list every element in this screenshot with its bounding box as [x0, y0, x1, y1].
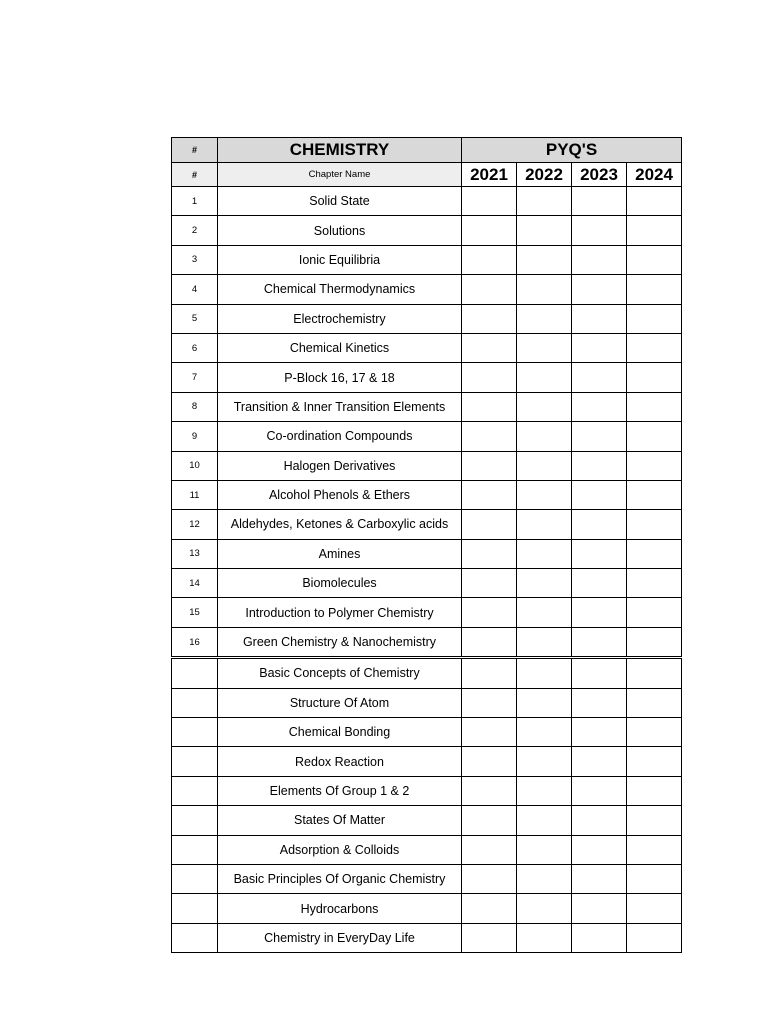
- table-row: [172, 275, 682, 304]
- row-number: [172, 835, 218, 864]
- pyq-cell-2024[interactable]: [627, 658, 682, 688]
- chapter-name: States Of Matter: [218, 806, 462, 835]
- header-row-sub: [172, 163, 682, 187]
- pyq-cell-2024[interactable]: [627, 187, 682, 216]
- table-row: [172, 422, 682, 451]
- pyq-cell-2022[interactable]: [517, 304, 572, 333]
- pyq-cell-2021[interactable]: [462, 480, 517, 509]
- chapter-name: Chemical Thermodynamics: [218, 275, 462, 304]
- pyq-tracker-sheet: [171, 137, 682, 953]
- chapter-name: Basic Principles Of Organic Chemistry: [218, 864, 462, 893]
- row-number: 1: [172, 187, 218, 216]
- header-row-top: [172, 138, 682, 163]
- pyq-cell-2022[interactable]: [517, 216, 572, 245]
- row-number: 14: [172, 569, 218, 598]
- chapter-name-header: Chapter Name: [218, 163, 462, 187]
- pyq-cell-2022[interactable]: [517, 392, 572, 421]
- pyq-cell-2021[interactable]: [462, 245, 517, 274]
- pyq-cell-2023[interactable]: [572, 776, 627, 805]
- chapter-name: Green Chemistry & Nanochemistry: [218, 627, 462, 657]
- pyq-cell-2022[interactable]: [517, 776, 572, 805]
- pyq-cell-2024[interactable]: [627, 363, 682, 392]
- row-number: 5: [172, 304, 218, 333]
- pyq-cell-2022[interactable]: [517, 275, 572, 304]
- row-number: 3: [172, 245, 218, 274]
- chapter-name: Introduction to Polymer Chemistry: [218, 598, 462, 627]
- pyq-cell-2022[interactable]: [517, 747, 572, 776]
- pyq-cell-2024[interactable]: [627, 245, 682, 274]
- pyq-cell-2024[interactable]: [627, 539, 682, 568]
- row-number: 15: [172, 598, 218, 627]
- chapter-name: Basic Concepts of Chemistry: [218, 658, 462, 688]
- row-number: [172, 718, 218, 747]
- pyq-cell-2021[interactable]: [462, 776, 517, 805]
- pyq-cell-2021[interactable]: [462, 835, 517, 864]
- pyq-cell-2023[interactable]: [572, 806, 627, 835]
- chapter-name: P-Block 16, 17 & 18: [218, 363, 462, 392]
- row-number: 9: [172, 422, 218, 451]
- pyq-cell-2024[interactable]: [627, 718, 682, 747]
- pyq-cell-2024[interactable]: [627, 688, 682, 717]
- pyq-header: PYQ'S: [462, 138, 682, 163]
- pyq-cell-2023[interactable]: [572, 627, 627, 657]
- row-number: [172, 864, 218, 893]
- table-row: [172, 539, 682, 568]
- pyq-cell-2022[interactable]: [517, 894, 572, 923]
- chapter-name: Chemistry in EveryDay Life: [218, 923, 462, 952]
- pyq-cell-2023[interactable]: [572, 864, 627, 893]
- chapter-name: Solutions: [218, 216, 462, 245]
- pyq-cell-2023[interactable]: [572, 245, 627, 274]
- pyq-cell-2021[interactable]: [462, 333, 517, 362]
- pyq-cell-2022[interactable]: [517, 333, 572, 362]
- table-row: [172, 776, 682, 805]
- pyq-cell-2024[interactable]: [627, 627, 682, 657]
- chapter-name: Co-ordination Compounds: [218, 422, 462, 451]
- pyq-cell-2021[interactable]: [462, 688, 517, 717]
- row-number: [172, 806, 218, 835]
- pyq-cell-2021[interactable]: [462, 598, 517, 627]
- pyq-cell-2022[interactable]: [517, 539, 572, 568]
- table-row: [172, 304, 682, 333]
- pyq-cell-2023[interactable]: [572, 569, 627, 598]
- pyq-cell-2024[interactable]: [627, 864, 682, 893]
- pyq-cell-2021[interactable]: [462, 422, 517, 451]
- pyq-cell-2024[interactable]: [627, 806, 682, 835]
- pyq-cell-2022[interactable]: [517, 363, 572, 392]
- row-number: 4: [172, 275, 218, 304]
- pyq-cell-2023[interactable]: [572, 451, 627, 480]
- pyq-cell-2023[interactable]: [572, 923, 627, 952]
- chapter-name: Hydrocarbons: [218, 894, 462, 923]
- table-row: [172, 510, 682, 539]
- pyq-cell-2022[interactable]: [517, 598, 572, 627]
- hash-header-sub: #: [172, 163, 218, 187]
- pyq-cell-2022[interactable]: [517, 864, 572, 893]
- pyq-cell-2023[interactable]: [572, 510, 627, 539]
- row-number: [172, 747, 218, 776]
- table-row: [172, 747, 682, 776]
- table-row: [172, 216, 682, 245]
- pyq-cell-2024[interactable]: [627, 451, 682, 480]
- table-row: [172, 658, 682, 688]
- table-row: [172, 333, 682, 362]
- pyq-cell-2021[interactable]: [462, 187, 517, 216]
- chapter-name: Electrochemistry: [218, 304, 462, 333]
- row-number: [172, 923, 218, 952]
- table-row: [172, 598, 682, 627]
- chapter-name: Alcohol Phenols & Ethers: [218, 480, 462, 509]
- chapter-name: Redox Reaction: [218, 747, 462, 776]
- table-row: [172, 806, 682, 835]
- pyq-cell-2024[interactable]: [627, 923, 682, 952]
- row-number: [172, 658, 218, 688]
- table-row: [172, 627, 682, 657]
- table-row: [172, 245, 682, 274]
- pyq-cell-2021[interactable]: [462, 806, 517, 835]
- pyq-cell-2021[interactable]: [462, 923, 517, 952]
- chapter-name: Amines: [218, 539, 462, 568]
- table-row: [172, 569, 682, 598]
- row-number: 12: [172, 510, 218, 539]
- table-row: [172, 480, 682, 509]
- chapter-name: Adsorption & Colloids: [218, 835, 462, 864]
- year-header-2022: 2022: [517, 163, 572, 187]
- chapter-name: Chemical Kinetics: [218, 333, 462, 362]
- pyq-cell-2024[interactable]: [627, 747, 682, 776]
- pyq-cell-2023[interactable]: [572, 718, 627, 747]
- pyq-cell-2022[interactable]: [517, 923, 572, 952]
- table-row: [172, 894, 682, 923]
- pyq-cell-2023[interactable]: [572, 422, 627, 451]
- pyq-cell-2024[interactable]: [627, 510, 682, 539]
- pyq-cell-2021[interactable]: [462, 363, 517, 392]
- pyq-cell-2023[interactable]: [572, 216, 627, 245]
- pyq-cell-2024[interactable]: [627, 776, 682, 805]
- chapter-name: Solid State: [218, 187, 462, 216]
- pyq-cell-2023[interactable]: [572, 688, 627, 717]
- pyq-cell-2021[interactable]: [462, 627, 517, 657]
- chapter-name: Aldehydes, Ketones & Carboxylic acids: [218, 510, 462, 539]
- pyq-cell-2023[interactable]: [572, 392, 627, 421]
- row-number: 2: [172, 216, 218, 245]
- pyq-cell-2021[interactable]: [462, 539, 517, 568]
- pyq-cell-2022[interactable]: [517, 806, 572, 835]
- row-number: 13: [172, 539, 218, 568]
- pyq-cell-2022[interactable]: [517, 658, 572, 688]
- pyq-cell-2024[interactable]: [627, 598, 682, 627]
- row-number: [172, 894, 218, 923]
- chapter-pyq-table: [171, 137, 682, 953]
- chapter-name: Ionic Equilibria: [218, 245, 462, 274]
- year-header-2024: 2024: [627, 163, 682, 187]
- pyq-cell-2021[interactable]: [462, 392, 517, 421]
- row-number: [172, 688, 218, 717]
- pyq-cell-2022[interactable]: [517, 510, 572, 539]
- year-header-2023: 2023: [572, 163, 627, 187]
- pyq-cell-2021[interactable]: [462, 216, 517, 245]
- pyq-cell-2022[interactable]: [517, 627, 572, 657]
- row-number: 7: [172, 363, 218, 392]
- pyq-cell-2023[interactable]: [572, 363, 627, 392]
- pyq-cell-2021[interactable]: [462, 864, 517, 893]
- chapter-name: Halogen Derivatives: [218, 451, 462, 480]
- pyq-cell-2021[interactable]: [462, 718, 517, 747]
- pyq-cell-2024[interactable]: [627, 422, 682, 451]
- pyq-cell-2021[interactable]: [462, 304, 517, 333]
- chapter-name: Elements Of Group 1 & 2: [218, 776, 462, 805]
- pyq-cell-2023[interactable]: [572, 187, 627, 216]
- pyq-cell-2021[interactable]: [462, 894, 517, 923]
- pyq-cell-2024[interactable]: [627, 216, 682, 245]
- pyq-cell-2021[interactable]: [462, 747, 517, 776]
- pyq-cell-2023[interactable]: [572, 658, 627, 688]
- pyq-cell-2023[interactable]: [572, 598, 627, 627]
- pyq-cell-2021[interactable]: [462, 510, 517, 539]
- row-number: 11: [172, 480, 218, 509]
- subject-title: CHEMISTRY: [218, 138, 462, 163]
- table-row: [172, 688, 682, 717]
- hash-header-top: #: [172, 138, 218, 163]
- table-row: [172, 864, 682, 893]
- table-row: [172, 718, 682, 747]
- pyq-cell-2023[interactable]: [572, 304, 627, 333]
- pyq-cell-2022[interactable]: [517, 451, 572, 480]
- chapter-name: Chemical Bonding: [218, 718, 462, 747]
- pyq-cell-2024[interactable]: [627, 835, 682, 864]
- pyq-cell-2024[interactable]: [627, 304, 682, 333]
- pyq-cell-2024[interactable]: [627, 333, 682, 362]
- pyq-cell-2023[interactable]: [572, 275, 627, 304]
- pyq-cell-2022[interactable]: [517, 422, 572, 451]
- pyq-cell-2024[interactable]: [627, 894, 682, 923]
- pyq-cell-2024[interactable]: [627, 569, 682, 598]
- pyq-cell-2021[interactable]: [462, 275, 517, 304]
- row-number: 10: [172, 451, 218, 480]
- chapter-name: Structure Of Atom: [218, 688, 462, 717]
- pyq-cell-2024[interactable]: [627, 392, 682, 421]
- table-row: [172, 835, 682, 864]
- chapter-name: Biomolecules: [218, 569, 462, 598]
- pyq-cell-2021[interactable]: [462, 658, 517, 688]
- pyq-cell-2022[interactable]: [517, 245, 572, 274]
- pyq-cell-2023[interactable]: [572, 480, 627, 509]
- pyq-cell-2023[interactable]: [572, 747, 627, 776]
- pyq-cell-2022[interactable]: [517, 688, 572, 717]
- table-row: [172, 451, 682, 480]
- row-number: [172, 776, 218, 805]
- table-row: [172, 923, 682, 952]
- row-number: 16: [172, 627, 218, 657]
- pyq-cell-2021[interactable]: [462, 569, 517, 598]
- pyq-cell-2023[interactable]: [572, 539, 627, 568]
- pyq-cell-2022[interactable]: [517, 835, 572, 864]
- row-number: 6: [172, 333, 218, 362]
- pyq-cell-2022[interactable]: [517, 569, 572, 598]
- pyq-cell-2022[interactable]: [517, 718, 572, 747]
- table-row: [172, 187, 682, 216]
- row-number: 8: [172, 392, 218, 421]
- pyq-cell-2023[interactable]: [572, 894, 627, 923]
- pyq-cell-2024[interactable]: [627, 275, 682, 304]
- pyq-cell-2022[interactable]: [517, 187, 572, 216]
- pyq-cell-2024[interactable]: [627, 480, 682, 509]
- pyq-cell-2022[interactable]: [517, 480, 572, 509]
- year-header-2021: 2021: [462, 163, 517, 187]
- table-row: [172, 363, 682, 392]
- pyq-cell-2021[interactable]: [462, 451, 517, 480]
- chapter-name: Transition & Inner Transition Elements: [218, 392, 462, 421]
- table-row: [172, 392, 682, 421]
- pyq-cell-2023[interactable]: [572, 333, 627, 362]
- pyq-cell-2023[interactable]: [572, 835, 627, 864]
